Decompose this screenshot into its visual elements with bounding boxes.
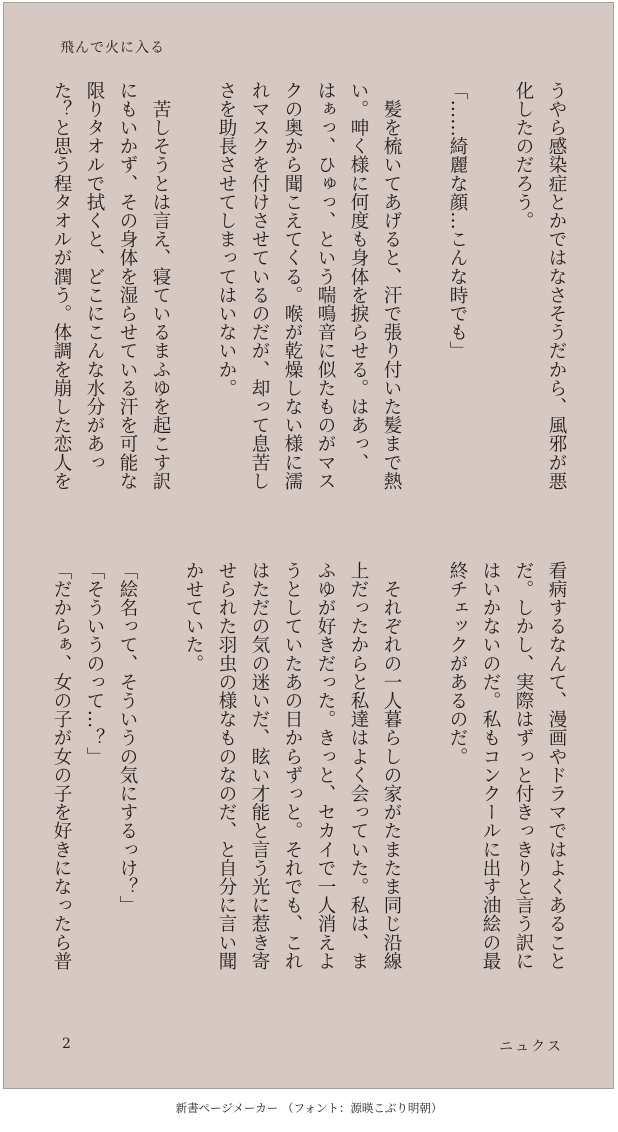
- text-line: [408, 561, 441, 1006]
- text-line: 「絵名って、そういうの気にするっけ？」: [117, 561, 138, 915]
- footer-credit: 新書ページメーカー （フォント：源暎こぶり明朝）: [175, 1101, 443, 1115]
- text-line: [177, 81, 210, 526]
- text-line: だ。しかし、実際はずっと付きっきりと言う訳に: [513, 561, 534, 971]
- book-page: [3, 2, 614, 1089]
- text-block-lower: [45, 561, 573, 1006]
- text-line: それぞれの一人暮らしの家がたまたま同じ沿線: [381, 561, 402, 971]
- text-line: れマスクを付けさせているのだが、却って息苦し: [249, 81, 270, 491]
- text-line: 髪を梳いてあげると、汗で張り付いた髪まで熱: [381, 81, 402, 491]
- text-line: た？と思う程タオルが潤う。体調を崩した恋人を: [51, 81, 72, 491]
- text-line: 「そういうのって…？」: [84, 561, 105, 766]
- text-line: せられた羽虫の様なものなのだ、と自分に言い聞: [216, 561, 237, 971]
- text-line: はただの気の迷いだ、眩い才能と言う光に惹き寄: [249, 561, 270, 971]
- text-line: ふゆが好きだった。きっと、セカイで一人消えよ: [315, 561, 336, 971]
- text-block-upper: [45, 81, 573, 526]
- text-line: 「だからぁ、女の子が女の子を好きになったら普: [51, 561, 72, 971]
- text-line: 終チェックがあるのだ。: [447, 561, 468, 766]
- text-line: [408, 81, 441, 526]
- text-line: 化したのだろう。: [513, 81, 534, 230]
- text-line: はいかないのだ。私もコンクールに出す油絵の最: [480, 561, 501, 971]
- text-line: はぁっ、ひゅっ、という喘鳴音に似たものがマス: [315, 81, 336, 491]
- text-line: [474, 81, 507, 526]
- text-line: うとしていたあの日からずっと。それでも、これ: [282, 561, 303, 971]
- author-name: ニュクス: [499, 1039, 563, 1055]
- text-line: 限りタオルで拭くと、どこにこんな水分があっ: [84, 81, 105, 472]
- text-line: うやら感染症とかではなさそうだから、風邪が悪: [546, 81, 567, 491]
- text-line: [144, 561, 177, 1006]
- text-line: 上だったからと私達はよく会っていた。私は、ま: [348, 561, 369, 971]
- text-line: 看病するなんて、漫画やドラマではよくあること: [546, 561, 567, 971]
- page-number: 2: [62, 1036, 71, 1052]
- text-line: 苦しそうとは言え、寝ているまふゆを起こす訳: [150, 81, 171, 491]
- text-line: にもいかず、その身体を湿らせている汗を可能な: [117, 81, 138, 491]
- text-line: い。呻く様に何度も身体を捩らせる。はあっ、: [348, 81, 369, 472]
- text-line: 「……綺麗な顔…こんな時でも」: [447, 81, 468, 360]
- text-line: かせていた。: [183, 561, 204, 673]
- running-title: 飛んで火に入る: [60, 40, 165, 56]
- text-line: さを助長させてしまってはいないか。: [216, 81, 237, 398]
- text-line: クの奥から聞こえてくる。喉が乾燥しない様に濡: [282, 81, 303, 491]
